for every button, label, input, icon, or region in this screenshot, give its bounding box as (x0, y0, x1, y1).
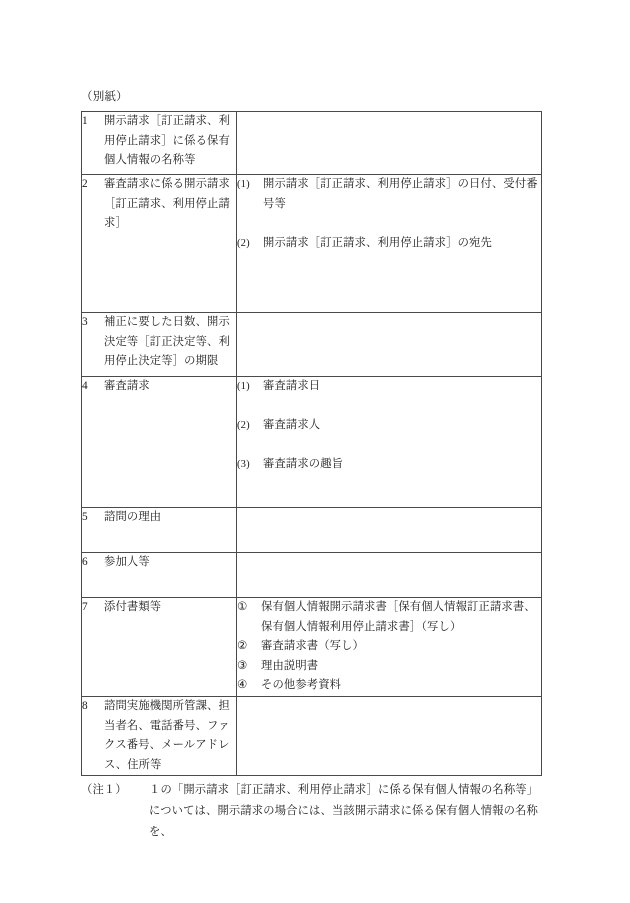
row-7-subitem-4-marker: ④ (237, 679, 248, 692)
row-4-subitem-1-text: 審査請求日 (263, 380, 321, 392)
row-4-subitem-2-text: 審査請求人 (263, 419, 321, 432)
footnote-1-line-2: については、開示請求の場合には、当該開示請求に係る保有個人情報の名称を、 (149, 805, 538, 838)
table-row (82, 112, 542, 175)
row-3-value-cell[interactable] (237, 313, 542, 377)
row-2-subitem-1-text: 開示請求［訂正請求、利用停止請求］の日付、受付番号等 (263, 178, 538, 210)
sheet-label: （別紙） (81, 91, 128, 103)
row-4-subitem-2 (237, 416, 541, 436)
row-4-label-cell (82, 377, 237, 508)
row-4-subitem-3-text: 審査請求の趣旨 (263, 458, 344, 471)
row-8-label: 諮問実施機関所管課、担当者名、電話番号、ファクス番号、メールアドレス、住所等 (104, 700, 230, 771)
row-2-label: 審査請求に係る開示請求［訂正請求、利用停止請求］ (104, 178, 230, 230)
row-1-label: 開示請求［訂正請求、利用停止請求］に係る保有個人情報の名称等 (104, 115, 230, 167)
row-7-subitem-2 (237, 637, 541, 657)
row-2-label-cell (82, 175, 237, 313)
row-5-label-cell (82, 508, 237, 553)
row-1-number: 1 (82, 115, 88, 127)
table-row (82, 553, 542, 598)
row-6-value-cell[interactable] (237, 553, 542, 598)
row-7-value-cell[interactable] (237, 598, 542, 697)
row-7-label-cell (82, 598, 237, 697)
row-4-subitem-2-marker: (2) (237, 420, 250, 432)
row-2-value-cell[interactable] (237, 175, 542, 313)
row-4-subitem-3-marker: (3) (237, 459, 250, 471)
row-4-subitem-1 (237, 377, 541, 397)
row-5-label: 諮問の理由 (104, 511, 162, 523)
row-4-label: 審査請求 (104, 380, 150, 392)
row-7-subitem-4 (237, 676, 541, 696)
row-7-label: 添付書類等 (104, 601, 162, 613)
row-7-subitem-1-marker: ① (237, 601, 248, 613)
row-2-subitem-2-marker: (2) (237, 237, 250, 249)
row-2-subitem-2-text: 開示請求［訂正請求、利用停止請求］の宛先 (263, 236, 492, 249)
spacer (237, 397, 541, 417)
row-6-label-cell (82, 553, 237, 598)
footnote-1 (81, 780, 551, 801)
row-7-subitem-1-text: 保有個人情報開示請求書［保有個人情報訂正請求書、保有個人情報利用停止請求書］（写し） (261, 601, 536, 633)
row-4-subitem-3 (237, 455, 541, 475)
row-1-value-cell[interactable] (237, 112, 542, 175)
row-7-subitem-3-text: 理由説明書 (261, 659, 319, 672)
row-7-subitem-2-marker: ② (237, 640, 248, 653)
row-1-label-cell (82, 112, 237, 175)
footnote-1-tag: （注１） (81, 784, 127, 796)
row-2-subitem-1 (237, 175, 541, 214)
row-5-value-cell[interactable] (237, 508, 542, 553)
row-2-subitem-2 (237, 234, 541, 254)
table-row (82, 377, 542, 508)
row-3-label: 補正に要した日数、開示決定等［訂正決定等、利用停止決定等］の期限 (104, 316, 230, 368)
row-2-number: 2 (82, 178, 88, 190)
footnote-block (81, 780, 551, 843)
row-4-number: 4 (82, 380, 88, 392)
consultation-form-table (81, 111, 542, 776)
row-4-subitem-1-marker: (1) (237, 381, 250, 392)
table-row (82, 697, 542, 776)
row-7-subitem-3 (237, 657, 541, 677)
row-3-label-cell (82, 313, 237, 377)
row-4-value-cell[interactable] (237, 377, 542, 508)
row-5-number: 5 (82, 511, 88, 523)
row-8-value-cell[interactable] (237, 697, 542, 776)
table-row (82, 175, 542, 313)
spacer (237, 214, 541, 234)
table-row (82, 313, 542, 377)
row-6-label: 参加人等 (104, 556, 150, 568)
table-row (82, 508, 542, 553)
row-7-number: 7 (82, 601, 88, 613)
table-row (82, 598, 542, 697)
row-2-subitem-1-marker: (1) (237, 179, 250, 190)
row-3-number: 3 (82, 316, 88, 328)
row-8-label-cell (82, 697, 237, 776)
row-7-subitem-4-text: その他参考資料 (261, 679, 342, 692)
row-8-number: 8 (82, 700, 88, 712)
row-7-subitem-1 (237, 598, 541, 637)
row-6-number: 6 (82, 556, 88, 568)
row-7-subitem-3-marker: ③ (237, 659, 248, 672)
row-7-subitem-2-text: 審査請求書（写し） (261, 640, 365, 653)
footnote-1-line-1: １の「開示請求［訂正請求、利用停止請求］に係る保有個人情報の名称等」 (149, 784, 539, 796)
spacer (237, 436, 541, 456)
